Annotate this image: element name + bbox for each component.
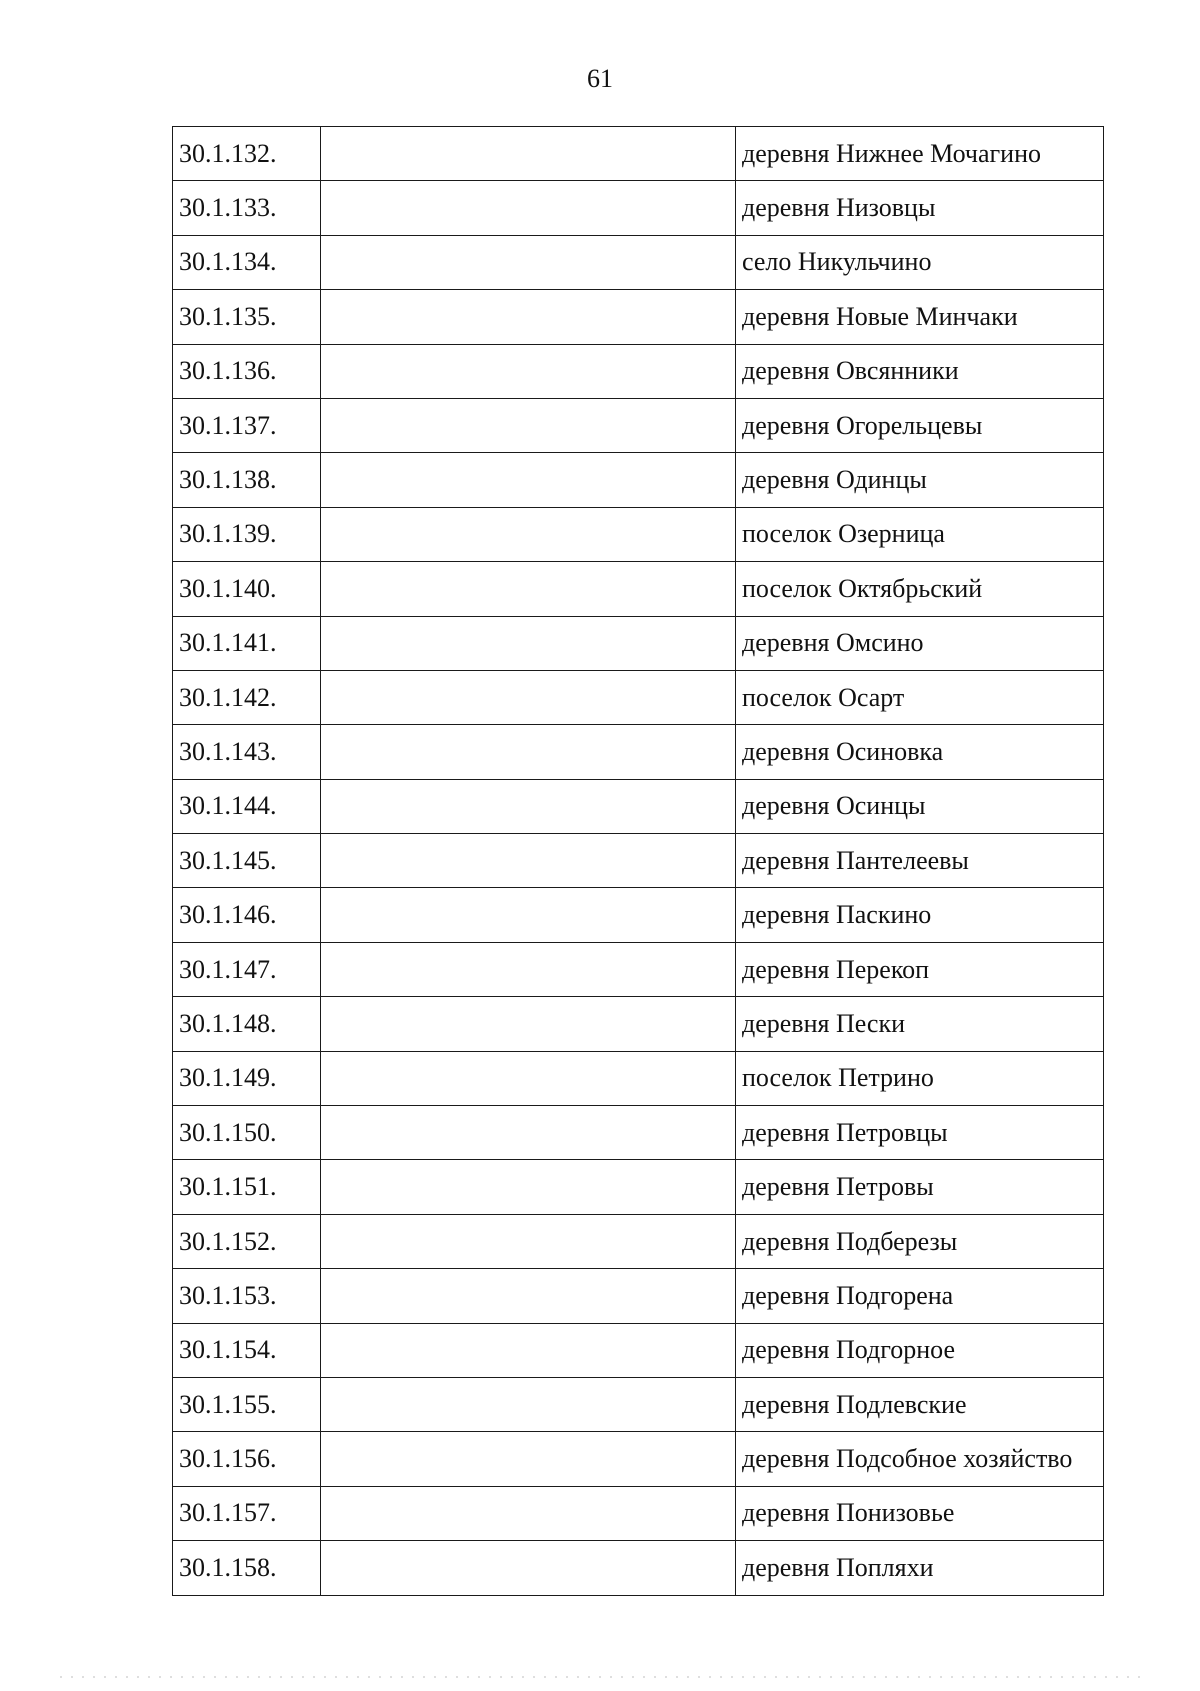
row-settlement: поселок Осарт bbox=[736, 670, 1104, 724]
row-municipality bbox=[321, 779, 736, 833]
row-settlement: деревня Подлевские bbox=[736, 1377, 1104, 1431]
row-settlement: деревня Подберезы bbox=[736, 1214, 1104, 1268]
row-municipality bbox=[321, 670, 736, 724]
table-row bbox=[173, 997, 1104, 1051]
row-settlement: деревня Подсобное хозяйство bbox=[736, 1432, 1104, 1486]
table-row bbox=[173, 1432, 1104, 1486]
row-municipality bbox=[321, 1106, 736, 1160]
table-row bbox=[173, 1486, 1104, 1540]
row-municipality bbox=[321, 344, 736, 398]
row-settlement: деревня Подгорена bbox=[736, 1269, 1104, 1323]
row-municipality bbox=[321, 507, 736, 561]
row-code: 30.1.156. bbox=[173, 1432, 321, 1486]
table-row bbox=[173, 670, 1104, 724]
row-municipality bbox=[321, 1160, 736, 1214]
table-row bbox=[173, 344, 1104, 398]
row-settlement: деревня Паскино bbox=[736, 888, 1104, 942]
table-row bbox=[173, 453, 1104, 507]
row-code: 30.1.154. bbox=[173, 1323, 321, 1377]
scan-noise-line bbox=[60, 1676, 1140, 1678]
table-row bbox=[173, 779, 1104, 833]
row-municipality bbox=[321, 888, 736, 942]
row-municipality bbox=[321, 235, 736, 289]
row-code: 30.1.152. bbox=[173, 1214, 321, 1268]
row-settlement: деревня Овсянники bbox=[736, 344, 1104, 398]
row-settlement: деревня Понизовье bbox=[736, 1486, 1104, 1540]
table-row bbox=[173, 1541, 1104, 1595]
row-code: 30.1.153. bbox=[173, 1269, 321, 1323]
row-code: 30.1.157. bbox=[173, 1486, 321, 1540]
row-code: 30.1.147. bbox=[173, 942, 321, 996]
table-row bbox=[173, 1323, 1104, 1377]
row-code: 30.1.143. bbox=[173, 725, 321, 779]
row-settlement: деревня Пантелеевы bbox=[736, 834, 1104, 888]
row-settlement: деревня Петровцы bbox=[736, 1106, 1104, 1160]
table-row bbox=[173, 1106, 1104, 1160]
table-row bbox=[173, 1269, 1104, 1323]
row-code: 30.1.134. bbox=[173, 235, 321, 289]
row-settlement: деревня Одинцы bbox=[736, 453, 1104, 507]
row-settlement: деревня Омсино bbox=[736, 616, 1104, 670]
settlements-table-body bbox=[173, 127, 1104, 1596]
row-municipality bbox=[321, 725, 736, 779]
table-row bbox=[173, 398, 1104, 452]
row-code: 30.1.155. bbox=[173, 1377, 321, 1431]
row-code: 30.1.141. bbox=[173, 616, 321, 670]
row-code: 30.1.150. bbox=[173, 1106, 321, 1160]
table-row bbox=[173, 127, 1104, 181]
table-row bbox=[173, 942, 1104, 996]
row-settlement: деревня Нижнее Мочагино bbox=[736, 127, 1104, 181]
row-code: 30.1.148. bbox=[173, 997, 321, 1051]
row-municipality bbox=[321, 1486, 736, 1540]
row-municipality bbox=[321, 1269, 736, 1323]
row-code: 30.1.138. bbox=[173, 453, 321, 507]
row-municipality bbox=[321, 1432, 736, 1486]
row-settlement: деревня Огорельцевы bbox=[736, 398, 1104, 452]
row-code: 30.1.142. bbox=[173, 670, 321, 724]
row-code: 30.1.139. bbox=[173, 507, 321, 561]
row-code: 30.1.136. bbox=[173, 344, 321, 398]
row-code: 30.1.133. bbox=[173, 181, 321, 235]
row-settlement: деревня Попляхи bbox=[736, 1541, 1104, 1595]
table-row bbox=[173, 888, 1104, 942]
table-row bbox=[173, 290, 1104, 344]
row-municipality bbox=[321, 181, 736, 235]
row-code: 30.1.149. bbox=[173, 1051, 321, 1105]
row-settlement: деревня Пески bbox=[736, 997, 1104, 1051]
row-settlement: деревня Новые Минчаки bbox=[736, 290, 1104, 344]
row-code: 30.1.151. bbox=[173, 1160, 321, 1214]
row-municipality bbox=[321, 290, 736, 344]
row-municipality bbox=[321, 398, 736, 452]
row-municipality bbox=[321, 453, 736, 507]
row-settlement: поселок Октябрьский bbox=[736, 562, 1104, 616]
table-row bbox=[173, 1051, 1104, 1105]
row-code: 30.1.140. bbox=[173, 562, 321, 616]
row-municipality bbox=[321, 562, 736, 616]
row-settlement: поселок Озерница bbox=[736, 507, 1104, 561]
table-row bbox=[173, 507, 1104, 561]
row-code: 30.1.158. bbox=[173, 1541, 321, 1595]
row-code: 30.1.145. bbox=[173, 834, 321, 888]
row-municipality bbox=[321, 1377, 736, 1431]
table-row bbox=[173, 834, 1104, 888]
row-municipality bbox=[321, 942, 736, 996]
table-row bbox=[173, 1214, 1104, 1268]
row-code: 30.1.137. bbox=[173, 398, 321, 452]
row-settlement: село Никульчино bbox=[736, 235, 1104, 289]
row-municipality bbox=[321, 127, 736, 181]
row-settlement: деревня Петровы bbox=[736, 1160, 1104, 1214]
row-municipality bbox=[321, 1323, 736, 1377]
row-code: 30.1.132. bbox=[173, 127, 321, 181]
row-settlement: деревня Низовцы bbox=[736, 181, 1104, 235]
row-settlement: деревня Перекоп bbox=[736, 942, 1104, 996]
table-row bbox=[173, 1160, 1104, 1214]
row-settlement: деревня Осинцы bbox=[736, 779, 1104, 833]
table-row bbox=[173, 181, 1104, 235]
row-settlement: деревня Осиновка bbox=[736, 725, 1104, 779]
row-settlement: поселок Петрино bbox=[736, 1051, 1104, 1105]
settlements-table bbox=[172, 126, 1104, 1596]
row-code: 30.1.135. bbox=[173, 290, 321, 344]
table-row bbox=[173, 616, 1104, 670]
table-row bbox=[173, 725, 1104, 779]
row-municipality bbox=[321, 834, 736, 888]
row-settlement: деревня Подгорное bbox=[736, 1323, 1104, 1377]
page-number: 61 bbox=[587, 64, 613, 93]
row-municipality bbox=[321, 997, 736, 1051]
table-row bbox=[173, 562, 1104, 616]
row-municipality bbox=[321, 1051, 736, 1105]
row-municipality bbox=[321, 616, 736, 670]
table-row bbox=[173, 1377, 1104, 1431]
row-municipality bbox=[321, 1541, 736, 1595]
row-code: 30.1.144. bbox=[173, 779, 321, 833]
row-municipality bbox=[321, 1214, 736, 1268]
table-row bbox=[173, 235, 1104, 289]
row-code: 30.1.146. bbox=[173, 888, 321, 942]
